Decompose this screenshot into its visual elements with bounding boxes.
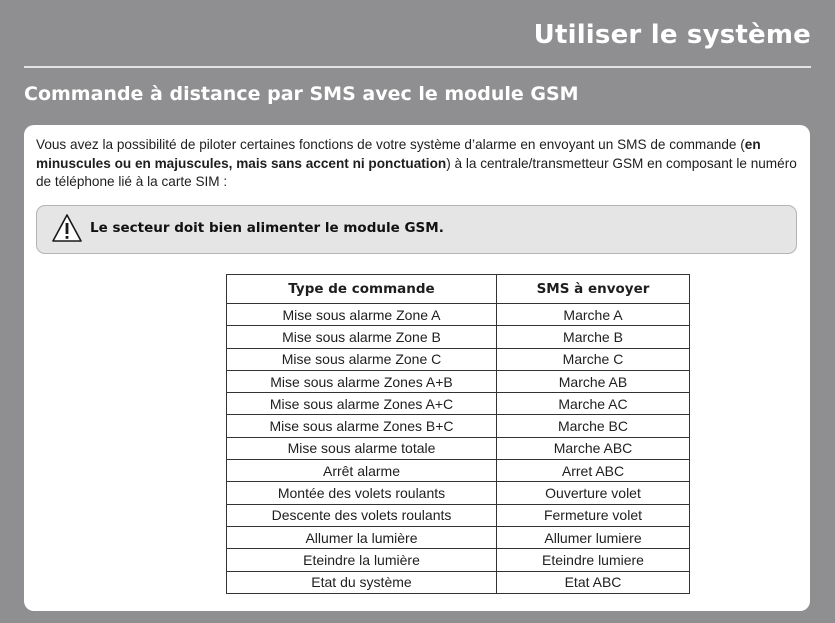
command-type-cell: Mise sous alarme Zones A+C	[227, 393, 497, 415]
table-row	[227, 348, 690, 370]
command-type-cell: Mise sous alarme Zone C	[227, 348, 497, 370]
table-row	[227, 504, 690, 526]
content-card	[24, 125, 810, 611]
intro-text-end: ) à la centrale/transmetteur GSM en composant le numéro de téléphone lié à la carte SIM :	[36, 155, 797, 189]
table-row	[227, 304, 690, 326]
header-command-type: Type de commande	[227, 275, 497, 304]
warning-box	[36, 205, 797, 254]
command-type-cell: Arrêt alarme	[227, 460, 497, 482]
command-type-cell: Montée des volets roulants	[227, 482, 497, 504]
warning-text: Le secteur doit bien alimenter le module GSM.	[90, 220, 444, 236]
table-row	[227, 393, 690, 415]
sms-text-cell: Fermeture volet	[497, 504, 690, 526]
sms-command-table	[226, 274, 690, 594]
intro-text-start: Vous avez la possibilité de piloter certaines fonctions de votre système d’alarme en envoyant un SMS de commande (	[36, 137, 745, 152]
sms-text-cell: Marche B	[497, 326, 690, 348]
command-type-cell: Allumer la lumière	[227, 526, 497, 548]
sms-text-cell: Etat ABC	[497, 571, 690, 593]
sms-text-cell: Allumer lumiere	[497, 526, 690, 548]
table-row	[227, 482, 690, 504]
table-row	[227, 415, 690, 437]
sms-text-cell: Eteindre lumiere	[497, 549, 690, 571]
sms-text-cell: Marche AC	[497, 393, 690, 415]
table-row	[227, 460, 690, 482]
command-type-cell: Descente des volets roulants	[227, 504, 497, 526]
command-type-cell: Mise sous alarme Zones B+C	[227, 415, 497, 437]
sms-text-cell: Marche ABC	[497, 437, 690, 459]
command-type-cell: Mise sous alarme Zone B	[227, 326, 497, 348]
table-row	[227, 549, 690, 571]
command-type-cell: Mise sous alarme Zone A	[227, 304, 497, 326]
command-type-cell: Mise sous alarme totale	[227, 437, 497, 459]
table-row	[227, 326, 690, 348]
command-type-cell: Etat du système	[227, 571, 497, 593]
sms-text-cell: Marche BC	[497, 415, 690, 437]
title-divider	[24, 66, 811, 68]
sms-text-cell: Ouverture volet	[497, 482, 690, 504]
page-title: Utiliser le système	[533, 20, 811, 50]
table-row	[227, 526, 690, 548]
section-title: Commande à distance par SMS avec le module GSM	[24, 83, 579, 105]
header-sms-to-send: SMS à envoyer	[497, 275, 690, 304]
sms-text-cell: Arret ABC	[497, 460, 690, 482]
table-row	[227, 437, 690, 459]
sms-text-cell: Marche C	[497, 348, 690, 370]
command-type-cell: Eteindre la lumière	[227, 549, 497, 571]
warning-triangle-icon	[51, 212, 83, 244]
table-row	[227, 370, 690, 392]
command-type-cell: Mise sous alarme Zones A+B	[227, 370, 497, 392]
table-header-row	[227, 275, 690, 304]
table-row	[227, 571, 690, 593]
intro-paragraph	[36, 136, 804, 192]
sms-text-cell: Marche A	[497, 304, 690, 326]
intro-text-bold: en minuscules ou en majuscules, mais sans accent ni ponctuation	[36, 137, 761, 171]
sms-text-cell: Marche AB	[497, 370, 690, 392]
